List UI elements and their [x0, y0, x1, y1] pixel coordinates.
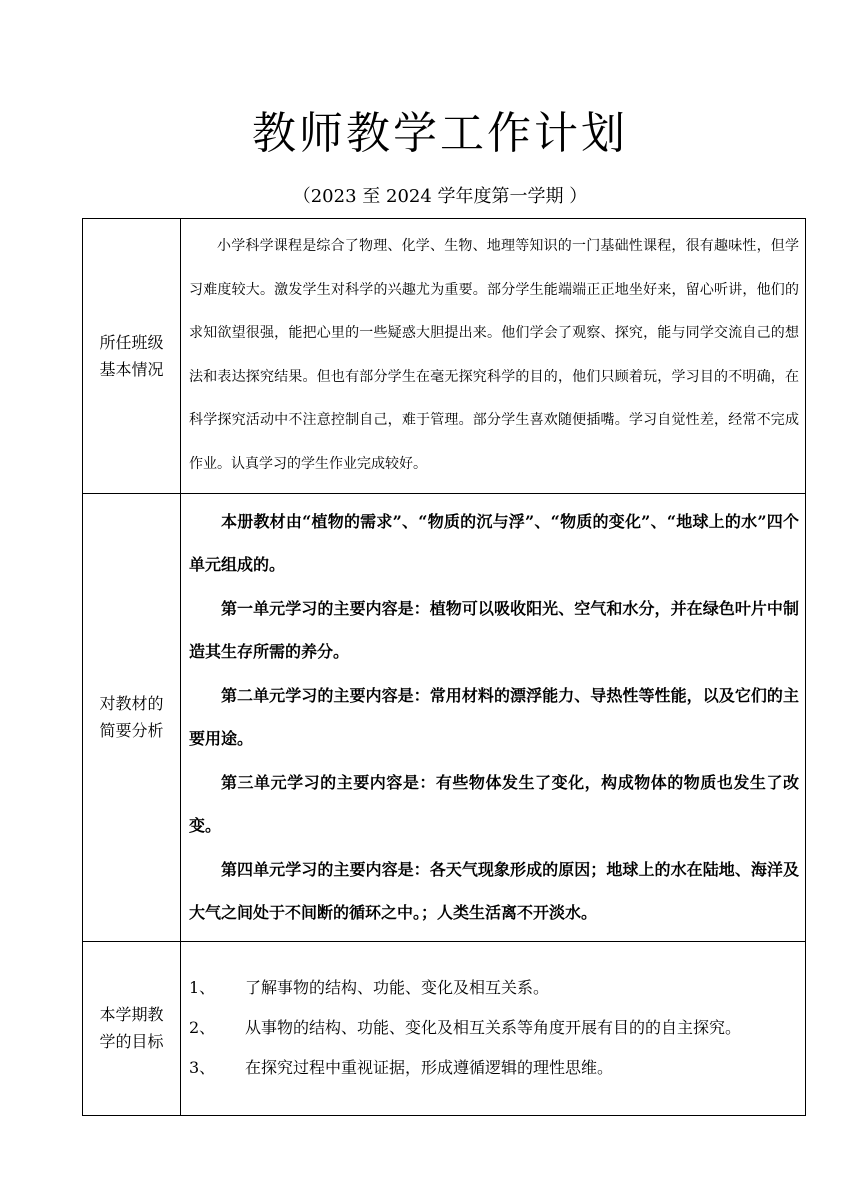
goal-text: 从事物的结构、功能、变化及相互关系等角度开展有目的的自主探究。	[245, 1018, 742, 1038]
analysis-paragraph-unit-3: 第三单元学习的主要内容是：有些物体发生了变化，构成物体的物质也发生了改变。	[189, 772, 799, 836]
plan-table	[82, 218, 806, 1116]
table-row-textbook-analysis	[83, 493, 806, 941]
analysis-paragraph-unit-2: 第二单元学习的主要内容是：常用材料的漂浮能力、导热性等性能，以及它们的主要用途。	[189, 685, 799, 749]
class-situation-text: 小学科学课程是综合了物理、化学、生物、地理等知识的一门基础性课程，很有趣味性，但学习难度较大。激发学生对科学的兴趣尤为重要。部分学生能端端正正地坐好来，留心听讲，他们的求知欲望很强，能把心里的一些疑惑大胆提出来。他们学会了观察、探究，能与同学交流自己的想法和表达探究结果。但也有部分学生在毫无探究科学的目的，他们只顾着玩，学习目的不明确，在科学探究活动中不注意控制自己，难于管理。部分学生喜欢随便插嘴。学习自觉性差，经常不完成作业。认真学习的学生作业完成较好。	[189, 238, 799, 472]
goal-number: 3、	[189, 1058, 216, 1078]
table-row-class-situation	[83, 219, 806, 494]
analysis-paragraph-unit-4: 第四单元学习的主要内容是：各天气现象形成的原因；地球上的水在陆地、海洋及大气之间处于不间断的循环之中。；人类生活离不开淡水。	[189, 859, 799, 923]
class-situation-content	[181, 219, 806, 494]
goals-content	[181, 941, 806, 1115]
goal-item	[189, 968, 799, 1008]
goal-number: 1、	[189, 978, 216, 998]
textbook-analysis-label	[83, 493, 181, 941]
page-subtitle: （2023 至 2024 学年度第一学期 ）	[292, 186, 588, 207]
class-situation-label-line2: 基本情况	[99, 359, 164, 379]
goals-label	[83, 941, 181, 1115]
textbook-analysis-label-line1: 对教材的	[99, 694, 164, 714]
class-situation-label-line1: 所任班级	[99, 332, 164, 352]
goal-item	[189, 1008, 799, 1048]
table-row-goals	[83, 941, 806, 1115]
goal-number: 2、	[189, 1018, 216, 1038]
class-situation-label	[83, 219, 181, 494]
textbook-analysis-content	[181, 493, 806, 941]
analysis-paragraph-overview: 本册教材由“植物的需求”、“物质的沉与浮”、“物质的变化”、“地球上的水”四个单元组成的。	[189, 511, 799, 575]
goal-text: 了解事物的结构、功能、变化及相互关系。	[245, 978, 550, 998]
textbook-analysis-label-line2: 简要分析	[99, 721, 164, 741]
analysis-paragraph-unit-1: 第一单元学习的主要内容是：植物可以吸收阳光、空气和水分，并在绿色叶片中制造其生存所需的养分。	[189, 598, 799, 662]
goal-text: 在探究过程中重视证据，形成遵循逻辑的理性思维。	[245, 1058, 614, 1078]
goal-item	[189, 1048, 799, 1088]
goals-label-line2: 学的目标	[99, 1032, 164, 1052]
goals-label-line1: 本学期教	[99, 1005, 164, 1025]
page-title: 教师教学工作计划	[252, 108, 628, 159]
